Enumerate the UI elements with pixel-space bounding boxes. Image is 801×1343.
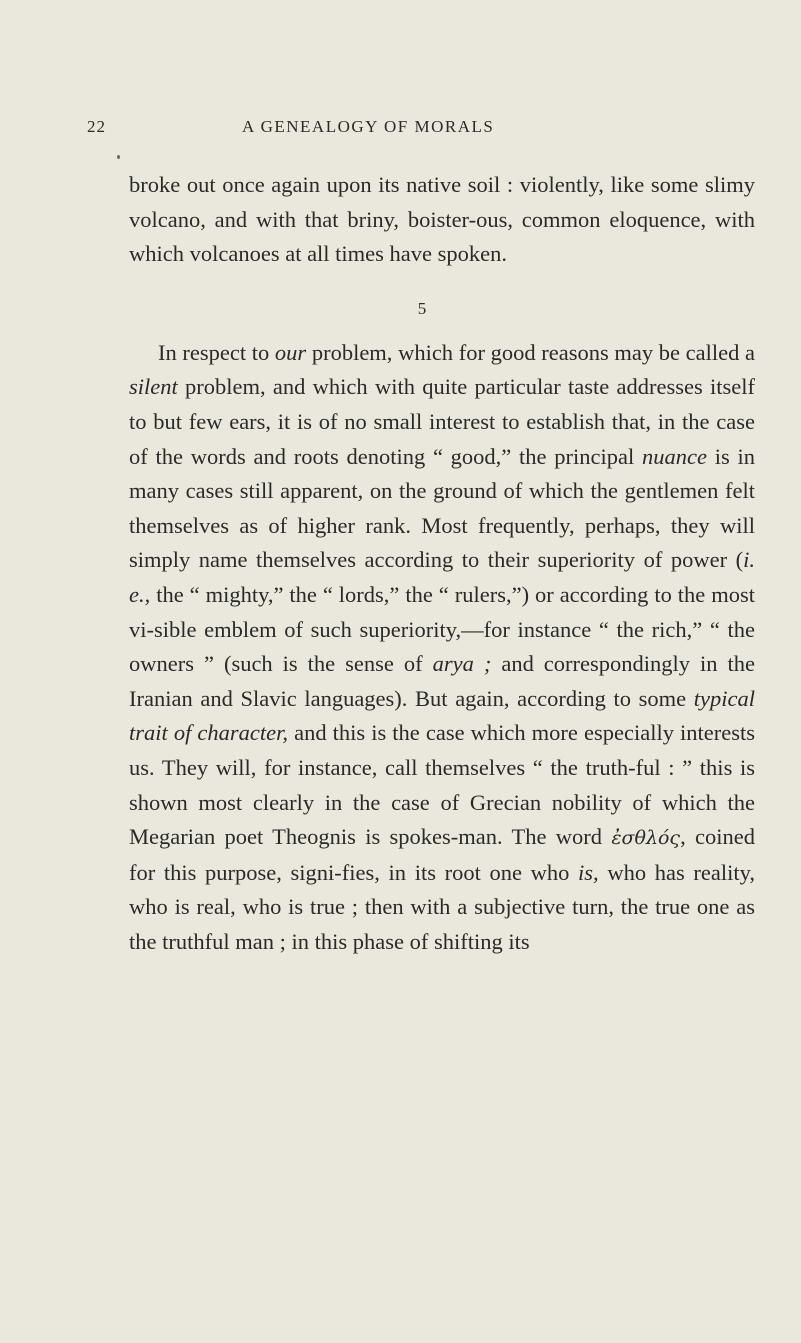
italic-run: typical trait of character,: [129, 685, 755, 746]
text-run: is in many cases still apparent, on the ground of which the gentlemen felt themselves as of higher rank. Most frequently, perhaps, they will simply name themselves according to their superiority of power (: [129, 443, 755, 573]
italic-run: is,: [578, 859, 599, 885]
greek-word: ἐσθλός: [611, 827, 681, 850]
text-run: who has reality, who is real, who is true ; then with a subjective turn, the true one as the truthful man ; in this phase of shifting its: [129, 859, 755, 954]
text-run: the “ mighty,” the “ lords,” the “ rulers,”) or according to the most vi-sible emblem of such superiority,—for instance “ the rich,” “ the owners ” (such is the sense of: [129, 581, 755, 677]
text-run: In respect to: [158, 339, 275, 365]
text-run: and correspondingly in the Iranian and Slavic languages). But again, according to some: [129, 651, 755, 711]
paragraph-continued: broke out once again upon its native soil : violently, like some slimy volcano, and with that briny, boister-ous, common eloquence, with which volcanoes at all times have spoken.: [129, 172, 755, 267]
paragraph-section-5: [129, 336, 755, 960]
section-number: 5: [417, 298, 427, 318]
text-run: problem, which for good reasons may be called a: [306, 339, 755, 365]
running-title: A GENEALOGY OF MORALS: [242, 117, 495, 136]
page-header: [87, 117, 747, 139]
text-run: problem, and which with quite particular taste addresses itself to but few ears, it is of no small interest to establish that, in the case of the words and roots denoting “ good,” the principal: [129, 374, 755, 469]
italic-run: i. e.,: [129, 547, 755, 607]
italic-run: nuance: [642, 443, 707, 469]
body-text: [129, 168, 755, 959]
italic-run: silent: [129, 374, 178, 400]
italic-run: our: [274, 339, 307, 365]
page-number: 22: [87, 117, 106, 136]
text-run: , coined for this purpose, signi-fies, in its root one who: [129, 824, 755, 885]
ink-speck: [117, 155, 120, 159]
italic-run: arya ;: [432, 651, 492, 677]
text-run: and this is the case which more especially interests us. They will, for instance, call themselves “ the truth-ful : ” this is shown most clearly in the case of Grecian nobility of which the Megarian poet Theognis is spokes-man. The word: [129, 720, 755, 850]
